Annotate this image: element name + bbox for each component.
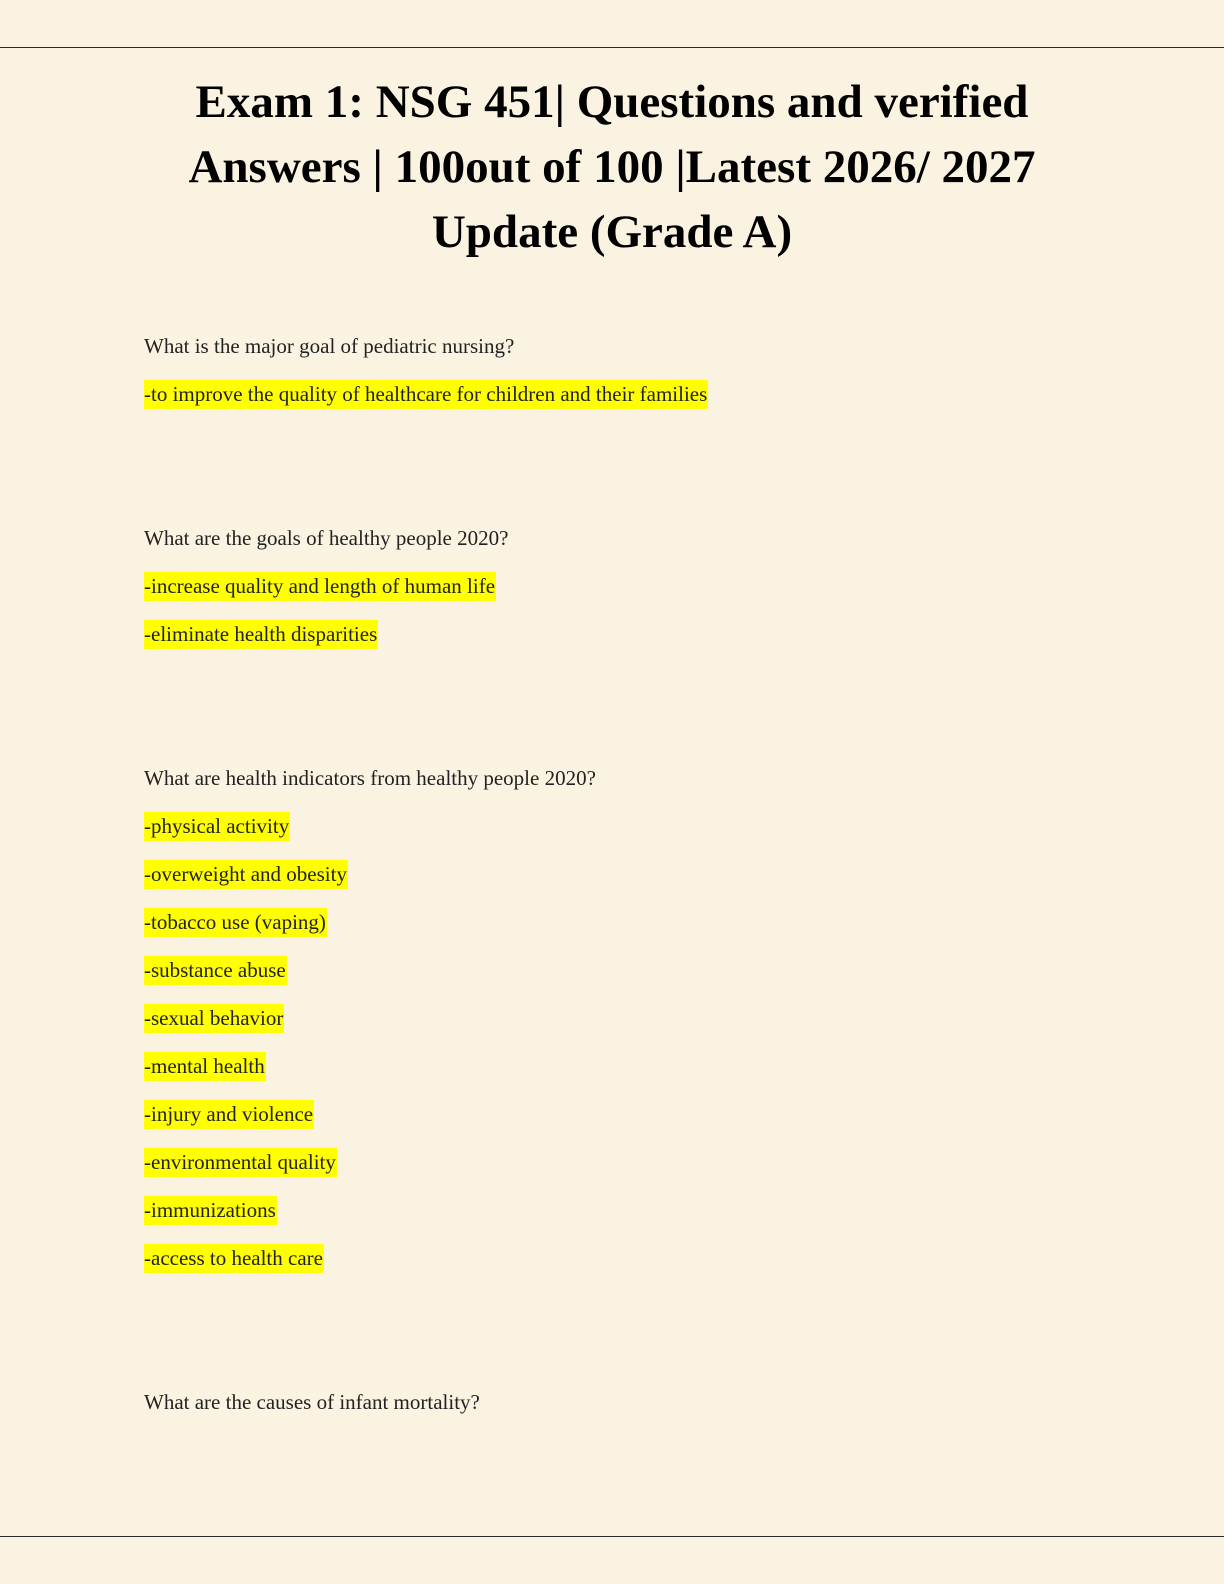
highlighted-answer: -to improve the quality of healthcare for children and their families (144, 380, 708, 409)
answer-line (144, 1138, 1084, 1186)
qa-content (144, 322, 1084, 1426)
answer-line (144, 898, 1084, 946)
highlighted-answer: -substance abuse (144, 956, 287, 985)
title-line-2: Answers | 100out of 100 |Latest 2026/ 2027 (188, 141, 1036, 193)
answer-line (144, 994, 1084, 1042)
highlighted-answer: -increase quality and length of human life (144, 572, 496, 601)
document-title (150, 70, 1074, 265)
question: What are the goals of healthy people 2020? (144, 526, 509, 550)
title-line-3: Update (Grade A) (431, 206, 793, 258)
answer-line (144, 802, 1084, 850)
highlighted-answer: -access to health care (144, 1244, 324, 1273)
answer-line (144, 1042, 1084, 1090)
question: What is the major goal of pediatric nursing? (144, 334, 515, 358)
bottom-divider (0, 1536, 1224, 1537)
highlighted-answer: -immunizations (144, 1196, 277, 1225)
qa-block-pediatric-goal (144, 322, 1084, 418)
highlighted-answer: -physical activity (144, 812, 290, 841)
highlighted-answer: -eliminate health disparities (144, 620, 378, 649)
answer-line (144, 562, 1084, 610)
qa-block-infant-mortality (144, 1378, 1084, 1426)
answer-line (144, 610, 1084, 658)
qa-block-healthy-people-goals (144, 514, 1084, 658)
title-line-1: Exam 1: NSG 451| Questions and verified (195, 76, 1029, 128)
answer-line (144, 1234, 1084, 1282)
answer-line (144, 946, 1084, 994)
highlighted-answer: -environmental quality (144, 1148, 337, 1177)
answer-line (144, 1186, 1084, 1234)
highlighted-answer: -injury and violence (144, 1100, 314, 1129)
highlighted-answer: -sexual behavior (144, 1004, 284, 1033)
highlighted-answer: -tobacco use (vaping) (144, 908, 327, 937)
question: What are the causes of infant mortality? (144, 1390, 480, 1414)
answer-line (144, 370, 1084, 418)
answer-line (144, 850, 1084, 898)
question: What are health indicators from healthy people 2020? (144, 766, 596, 790)
top-divider (0, 47, 1224, 48)
qa-block-health-indicators (144, 754, 1084, 1282)
highlighted-answer: -overweight and obesity (144, 860, 348, 889)
answer-line (144, 1090, 1084, 1138)
highlighted-answer: -mental health (144, 1052, 266, 1081)
